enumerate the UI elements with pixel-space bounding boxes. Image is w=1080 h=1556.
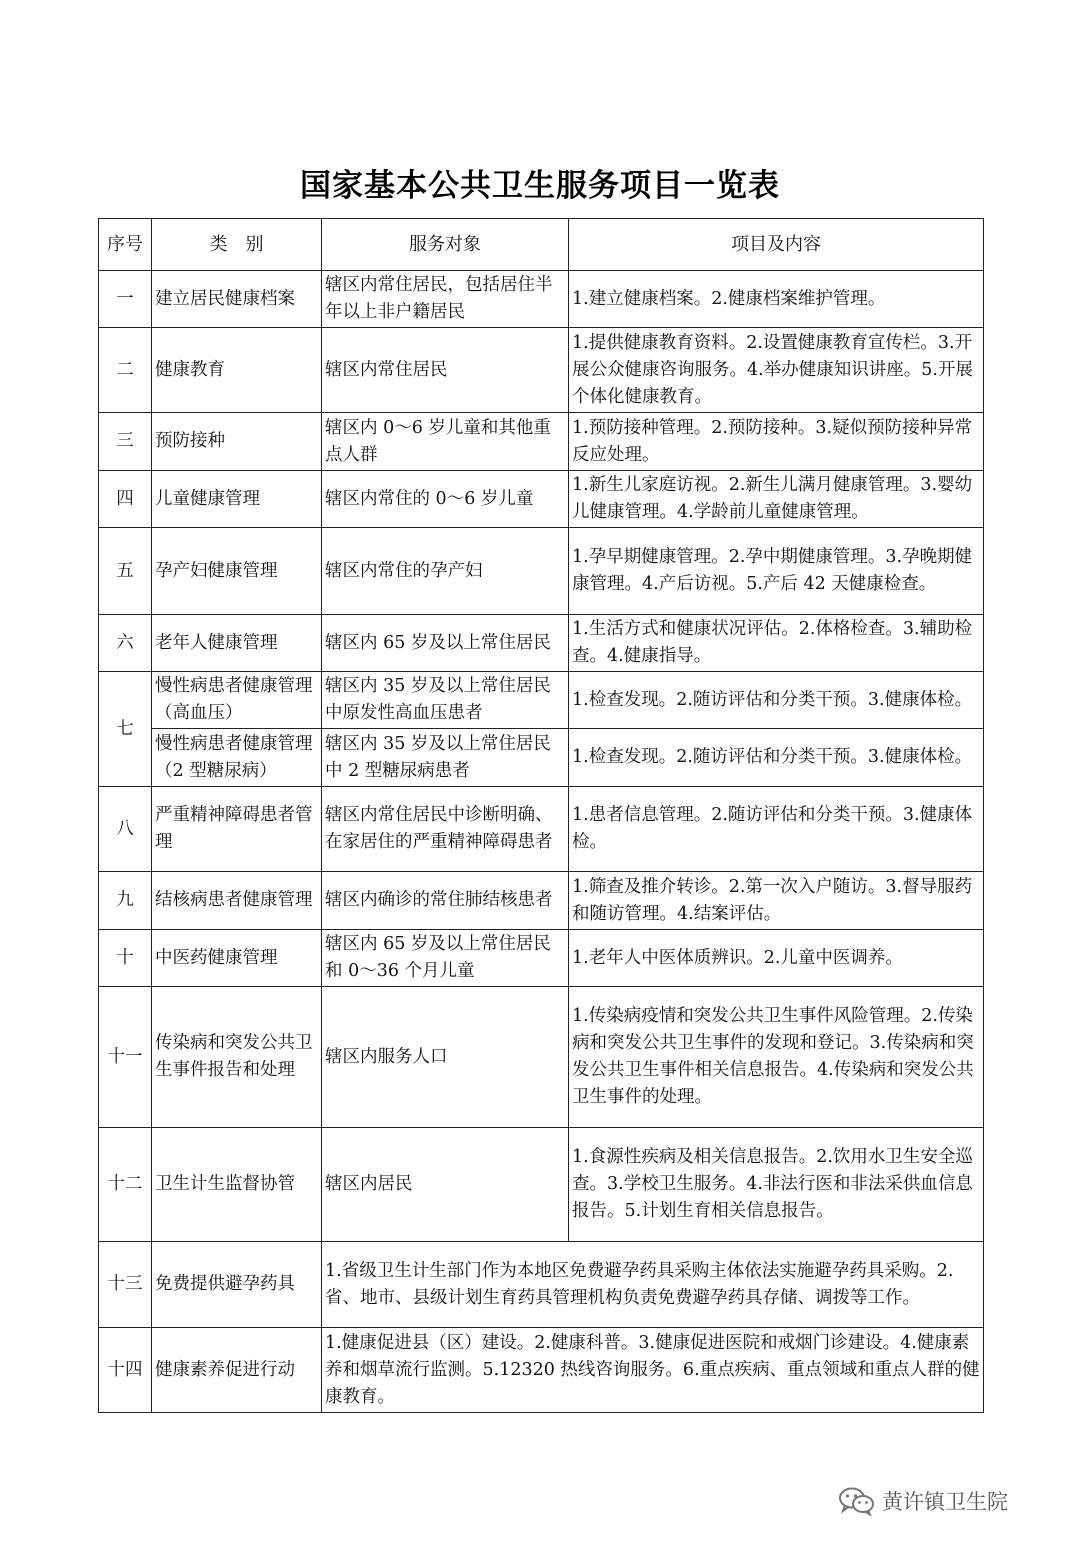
table-row <box>99 328 984 413</box>
watermark-text: 黄许镇卫生院 <box>882 1490 1008 1514</box>
table-row <box>99 615 984 672</box>
table-row <box>99 787 984 872</box>
row-category: 健康素养促进行动 <box>152 1328 322 1413</box>
row-category: 老年人健康管理 <box>152 615 322 672</box>
row-target: 辖区内 65 岁及以上常住居民和 0～36 个月儿童 <box>322 930 569 987</box>
row-index: 一 <box>99 271 152 328</box>
table-row <box>99 528 984 615</box>
row-target: 辖区内常住居民中诊断明确、在家居住的严重精神障碍患者 <box>322 787 569 872</box>
row-index: 十三 <box>99 1242 152 1328</box>
row-content: 1.检查发现。2.随访评估和分类干预。3.健康体检。 <box>569 672 984 729</box>
row-target: 辖区内常住居民 <box>322 328 569 413</box>
page-title: 国家基本公共卫生服务项目一览表 <box>300 168 780 204</box>
row-category: 免费提供避孕药具 <box>152 1242 322 1328</box>
row-target: 辖区内居民 <box>322 1128 569 1242</box>
row-content: 1.预防接种管理。2.预防接种。3.疑似预防接种异常反应处理。 <box>569 413 984 471</box>
header-index: 序号 <box>99 219 152 271</box>
row-target: 辖区内服务人口 <box>322 987 569 1128</box>
row-category: 慢性病患者健康管理（高血压） <box>152 672 322 729</box>
row-category: 卫生计生监督协管 <box>152 1128 322 1242</box>
row-target: 辖区内常住的孕产妇 <box>322 528 569 615</box>
row-category: 建立居民健康档案 <box>152 271 322 328</box>
table-row <box>99 1328 984 1413</box>
row-content: 1.提供健康教育资料。2.设置健康教育宣传栏。3.开展公众健康咨询服务。4.举办健康知识讲座。5.开展个体化健康教育。 <box>569 328 984 413</box>
row-merged-content: 1.健康促进县（区）建设。2.健康科普。3.健康促进医院和戒烟门诊建设。4.健康素养和烟草流行监测。5.12320 热线咨询服务。6.重点疾病、重点领域和重点人群的健康教育。 <box>322 1328 984 1413</box>
row-category: 结核病患者健康管理 <box>152 872 322 930</box>
table-row <box>99 729 984 787</box>
table-row <box>99 930 984 987</box>
row-target: 辖区内 35 岁及以上常住居民中原发性高血压患者 <box>322 672 569 729</box>
row-index: 三 <box>99 413 152 471</box>
header-target: 服务对象 <box>322 219 569 271</box>
row-target: 辖区内确诊的常住肺结核患者 <box>322 872 569 930</box>
table-row <box>99 413 984 471</box>
row-index: 二 <box>99 328 152 413</box>
row-index: 九 <box>99 872 152 930</box>
table-row <box>99 271 984 328</box>
table-row <box>99 471 984 528</box>
table-row <box>99 1128 984 1242</box>
row-category: 慢性病患者健康管理（2 型糖尿病） <box>152 729 322 787</box>
row-target: 辖区内 0～6 岁儿童和其他重点人群 <box>322 413 569 471</box>
services-table <box>98 218 984 1413</box>
table-row <box>99 1242 984 1328</box>
row-content: 1.检查发现。2.随访评估和分类干预。3.健康体检。 <box>569 729 984 787</box>
row-category: 传染病和突发公共卫生事件报告和处理 <box>152 987 322 1128</box>
row-target: 辖区内常住居民，包括居住半年以上非户籍居民 <box>322 271 569 328</box>
row-target: 辖区内 35 岁及以上常住居民中 2 型糖尿病患者 <box>322 729 569 787</box>
table-header-row <box>99 219 984 271</box>
row-index: 十 <box>99 930 152 987</box>
row-index: 八 <box>99 787 152 872</box>
row-target: 辖区内 65 岁及以上常住居民 <box>322 615 569 672</box>
wechat-icon <box>838 1486 876 1516</box>
row-index: 七 <box>99 672 152 787</box>
row-category: 严重精神障碍患者管理 <box>152 787 322 872</box>
watermark <box>838 1484 1008 1518</box>
row-content: 1.建立健康档案。2.健康档案维护管理。 <box>569 271 984 328</box>
row-category: 健康教育 <box>152 328 322 413</box>
row-index: 十二 <box>99 1128 152 1242</box>
table-row <box>99 872 984 930</box>
row-content: 1.患者信息管理。2.随访评估和分类干预。3.健康体检。 <box>569 787 984 872</box>
row-index: 十一 <box>99 987 152 1128</box>
row-index: 十四 <box>99 1328 152 1413</box>
row-index: 四 <box>99 471 152 528</box>
header-content: 项目及内容 <box>569 219 984 271</box>
row-content: 1.食源性疾病及相关信息报告。2.饮用水卫生安全巡查。3.学校卫生服务。4.非法行医和非法采供血信息报告。5.计划生育相关信息报告。 <box>569 1128 984 1242</box>
row-content: 1.生活方式和健康状况评估。2.体格检查。3.辅助检查。4.健康指导。 <box>569 615 984 672</box>
row-index: 六 <box>99 615 152 672</box>
row-category: 孕产妇健康管理 <box>152 528 322 615</box>
row-target: 辖区内常住的 0～6 岁儿童 <box>322 471 569 528</box>
row-category: 中医药健康管理 <box>152 930 322 987</box>
row-merged-content: 1.省级卫生计生部门作为本地区免费避孕药具采购主体依法实施避孕药具采购。2.省、地市、县级计划生育药具管理机构负责免费避孕药具存储、调拨等工作。 <box>322 1242 984 1328</box>
row-content: 1.孕早期健康管理。2.孕中期健康管理。3.孕晚期健康管理。4.产后访视。5.产后 42 天健康检查。 <box>569 528 984 615</box>
row-content: 1.老年人中医体质辨识。2.儿童中医调养。 <box>569 930 984 987</box>
row-content: 1.传染病疫情和突发公共卫生事件风险管理。2.传染病和突发公共卫生事件的发现和登记。3.传染病和突发公共卫生事件相关信息报告。4.传染病和突发公共卫生事件的处理。 <box>569 987 984 1128</box>
row-content: 1.筛查及推介转诊。2.第一次入户随访。3.督导服药和随访管理。4.结案评估。 <box>569 872 984 930</box>
row-index: 五 <box>99 528 152 615</box>
table-row <box>99 672 984 729</box>
row-category: 预防接种 <box>152 413 322 471</box>
header-category: 类 别 <box>152 219 322 271</box>
table-row <box>99 987 984 1128</box>
row-category: 儿童健康管理 <box>152 471 322 528</box>
row-content: 1.新生儿家庭访视。2.新生儿满月健康管理。3.婴幼儿健康管理。4.学龄前儿童健康管理。 <box>569 471 984 528</box>
